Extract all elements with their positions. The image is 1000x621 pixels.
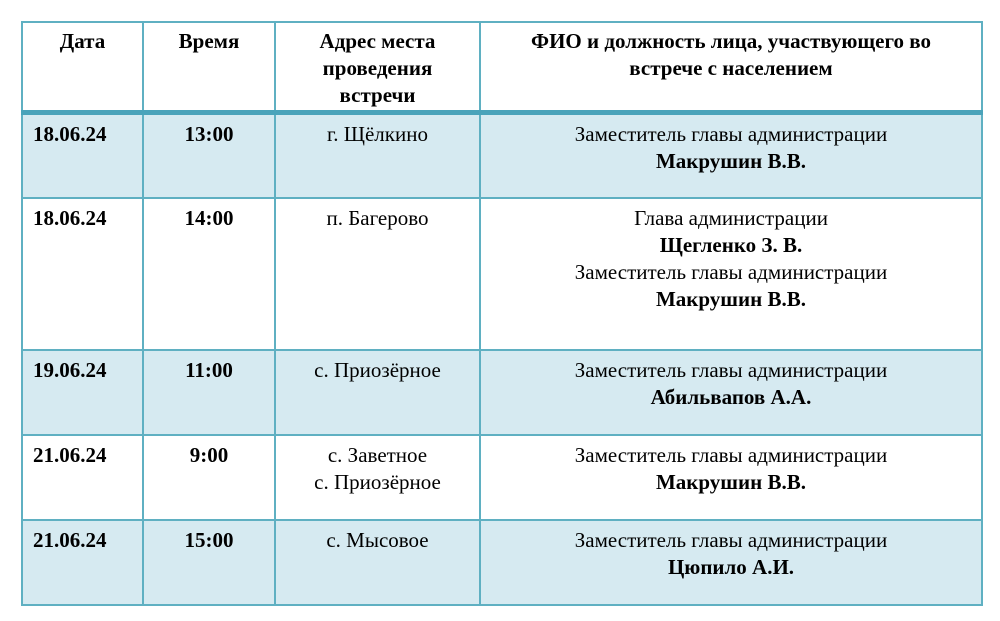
address-line: п. Багерово — [326, 205, 429, 230]
header-address-line: проведения — [322, 56, 433, 80]
address-line: с. Приозёрное — [314, 357, 441, 382]
person-position: Глава администрации — [634, 205, 828, 230]
header-time — [143, 22, 275, 113]
cell-date: 21.06.24 — [22, 520, 143, 605]
header-address-line: Адрес места — [319, 29, 436, 53]
header-date — [22, 22, 143, 113]
person-name: Макрушин В.В. — [655, 149, 806, 173]
address-line: г. Щёлкино — [327, 122, 428, 146]
cell-address — [275, 113, 480, 198]
cell-time: 14:00 — [143, 198, 275, 350]
person-position: Заместитель главы администрации — [574, 442, 888, 467]
cell-address — [275, 520, 480, 605]
cell-time: 9:00 — [143, 435, 275, 520]
cell-date: 18.06.24 — [22, 113, 143, 198]
table-row — [22, 113, 982, 198]
header-person-line: ФИО и должность лица, участвующего во — [531, 29, 931, 53]
address-line: с. Приозёрное — [314, 469, 441, 494]
person-position: Заместитель главы администрации — [574, 357, 888, 382]
cell-date: 19.06.24 — [22, 350, 143, 435]
header-date-label: Дата — [59, 29, 106, 53]
person-name: Макрушин В.В. — [655, 469, 806, 494]
cell-person — [480, 435, 982, 520]
cell-date: 21.06.24 — [22, 435, 143, 520]
header-time-label: Время — [178, 29, 240, 53]
header-person-line: встрече с населением — [629, 56, 833, 80]
cell-date: 18.06.24 — [22, 198, 143, 350]
table-row — [22, 198, 982, 350]
person-name: Цюпило А.И. — [667, 554, 795, 579]
header-address-line: встречи — [339, 83, 416, 107]
cell-person — [480, 520, 982, 605]
cell-address — [275, 435, 480, 520]
cell-person — [480, 198, 982, 350]
header-address — [275, 22, 480, 113]
meeting-schedule-table — [21, 21, 983, 606]
table-row — [22, 520, 982, 605]
table-body — [22, 113, 982, 605]
person-position: Заместитель главы администрации — [574, 122, 888, 146]
table-row — [22, 350, 982, 435]
person-name: Абильвапов А.А. — [650, 384, 812, 409]
header-person — [480, 22, 982, 113]
table-row — [22, 435, 982, 520]
address-line: с. Мысовое — [326, 527, 429, 552]
table-header — [22, 22, 982, 113]
cell-time: 13:00 — [143, 113, 275, 198]
cell-person — [480, 350, 982, 435]
person-position: Заместитель главы администрации — [574, 527, 888, 552]
person-name: Щегленко З. В. — [659, 232, 803, 257]
person-position: Заместитель главы администрации — [574, 259, 888, 284]
cell-person — [480, 113, 982, 198]
cell-time: 11:00 — [143, 350, 275, 435]
address-line: с. Заветное — [327, 442, 428, 467]
cell-address — [275, 350, 480, 435]
cell-time: 15:00 — [143, 520, 275, 605]
header-row — [22, 22, 982, 113]
person-name: Макрушин В.В. — [655, 286, 806, 311]
cell-address — [275, 198, 480, 350]
